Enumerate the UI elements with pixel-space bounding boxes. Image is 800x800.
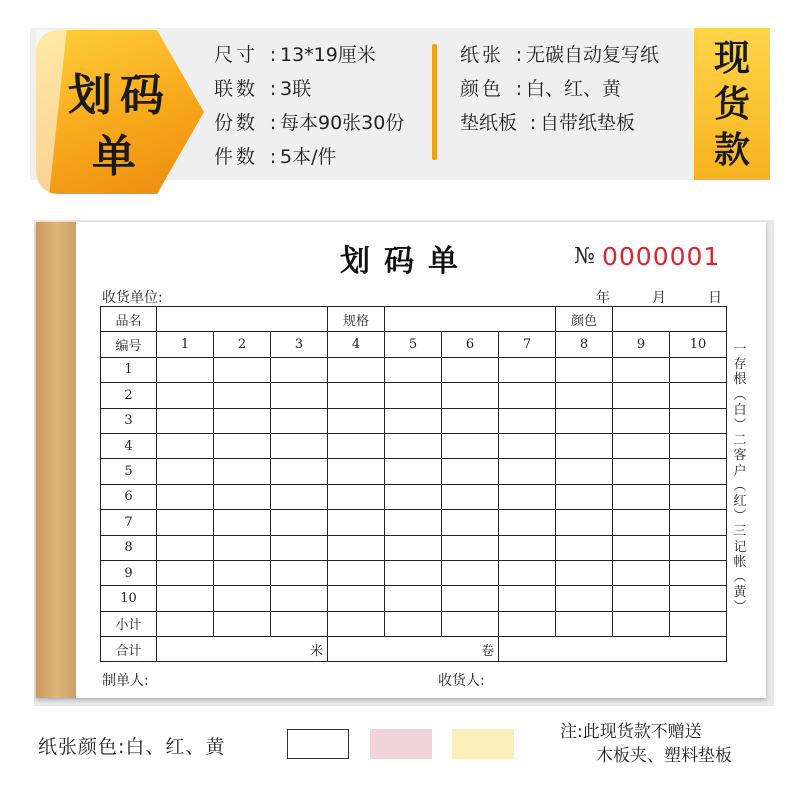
total-row [101, 637, 727, 662]
table-cell [157, 484, 214, 509]
column-header: 7 [499, 332, 556, 357]
row-number: 6 [101, 484, 157, 509]
table-cell [385, 433, 442, 458]
table-cell [442, 357, 499, 382]
total-blank-cell [499, 637, 727, 662]
table-cell [328, 535, 385, 560]
form-title: 划码单 [340, 244, 472, 279]
table-cell [214, 433, 271, 458]
table-cell [670, 586, 727, 611]
table-cell [499, 586, 556, 611]
table-cell [556, 586, 613, 611]
table-cell [328, 510, 385, 535]
table-cell [328, 408, 385, 433]
color-label: 颜色 [556, 307, 613, 332]
table-cell [328, 433, 385, 458]
spec-label: 规格 [328, 307, 385, 332]
column-header: 6 [442, 332, 499, 357]
table-cell [499, 484, 556, 509]
subtotal-cell [157, 611, 214, 636]
row-number: 3 [101, 408, 157, 433]
total-meters-cell: 米 [157, 637, 328, 662]
disclaimer-note [560, 720, 732, 768]
table-cell [271, 433, 328, 458]
table-cell [613, 535, 670, 560]
table-cell [157, 383, 214, 408]
table-cell [670, 510, 727, 535]
table-cell [499, 433, 556, 458]
table-cell [214, 383, 271, 408]
table-cell [328, 560, 385, 585]
column-header-row [101, 332, 727, 357]
table-cell [214, 484, 271, 509]
table-cell [271, 357, 328, 382]
date-month-label: 月 [652, 290, 666, 306]
table-row [101, 560, 727, 585]
table-cell [556, 357, 613, 382]
table-cell [385, 408, 442, 433]
subtotal-cell [214, 611, 271, 636]
row-number: 2 [101, 383, 157, 408]
table-cell [442, 408, 499, 433]
table-cell [271, 408, 328, 433]
table-cell [670, 484, 727, 509]
table-cell [670, 408, 727, 433]
specs-left [214, 38, 404, 174]
table-cell [499, 357, 556, 382]
subtotal-cell [385, 611, 442, 636]
column-header: 5 [385, 332, 442, 357]
table-cell [328, 484, 385, 509]
row-number: 9 [101, 560, 157, 585]
table-cell [670, 357, 727, 382]
table-cell [385, 535, 442, 560]
table-cell [442, 586, 499, 611]
copy-distribution-note: 一 存 根 ︵ 白 ︶ 二 客 户 ︵ 红 ︶ 三 记 帐 ︵ 黄 ︶ [733, 342, 747, 616]
table-cell [157, 586, 214, 611]
table-cell [556, 510, 613, 535]
table-cell [214, 586, 271, 611]
table-cell [442, 535, 499, 560]
table-cell [271, 484, 328, 509]
table-cell [499, 383, 556, 408]
product-name-label: 品名 [101, 307, 157, 332]
product-info-row [101, 307, 727, 332]
table-cell [328, 586, 385, 611]
table-cell [670, 433, 727, 458]
table-cell [385, 459, 442, 484]
table-cell [613, 560, 670, 585]
table-row [101, 535, 727, 560]
paper-colors-label: 纸张颜色:白、红、黄 [38, 736, 226, 758]
table-cell [157, 408, 214, 433]
table-cell [271, 510, 328, 535]
table-cell [670, 535, 727, 560]
row-number: 10 [101, 586, 157, 611]
table-cell [328, 357, 385, 382]
table-cell [556, 484, 613, 509]
spec-copies: 联数 : 3联 [214, 78, 312, 100]
date-year-label: 年 [596, 290, 610, 306]
column-header: 9 [613, 332, 670, 357]
table-cell [613, 510, 670, 535]
measurement-table [100, 306, 727, 662]
swatch-red [370, 729, 432, 759]
spec-paper: 纸张 : 无碳自动复写纸 [460, 44, 660, 66]
stock-label: 现货款 [713, 38, 750, 171]
table-cell [328, 383, 385, 408]
table-cell [670, 383, 727, 408]
spec-color: 颜色 : 白、红、黄 [460, 78, 622, 100]
column-header: 3 [271, 332, 328, 357]
table-cell [442, 560, 499, 585]
table-row [101, 484, 727, 509]
table-cell [271, 383, 328, 408]
table-cell [442, 484, 499, 509]
spec-sets: 份数 : 每本90张30份 [214, 112, 405, 134]
table-row [101, 433, 727, 458]
column-header: 1 [157, 332, 214, 357]
serial-sign: № [574, 244, 595, 269]
table-cell [271, 586, 328, 611]
badge-title-line1: 划码 [68, 70, 172, 121]
subtotal-cell [499, 611, 556, 636]
subtotal-cell [271, 611, 328, 636]
subtotal-row [101, 611, 727, 636]
table-cell [214, 535, 271, 560]
table-cell [385, 357, 442, 382]
column-header: 2 [214, 332, 271, 357]
table-cell [442, 383, 499, 408]
subtotal-cell [670, 611, 727, 636]
table-cell [556, 459, 613, 484]
row-number: 1 [101, 357, 157, 382]
subtotal-cell [328, 611, 385, 636]
receiver-label: 收货人: [438, 673, 485, 689]
column-header: 4 [328, 332, 385, 357]
table-row [101, 586, 727, 611]
subtotal-cell [613, 611, 670, 636]
row-number: 5 [101, 459, 157, 484]
column-header: 8 [556, 332, 613, 357]
table-row [101, 383, 727, 408]
table-cell [499, 535, 556, 560]
spec-cell [385, 307, 556, 332]
table-row [101, 510, 727, 535]
table-cell [385, 484, 442, 509]
table-cell [499, 510, 556, 535]
table-cell [499, 408, 556, 433]
table-cell [214, 357, 271, 382]
swatch-white [287, 729, 349, 759]
table-cell [556, 560, 613, 585]
total-label: 合计 [101, 637, 157, 662]
table-cell [613, 408, 670, 433]
binding-spine [36, 222, 76, 698]
note-line2: 木板夹、塑料垫板 [596, 746, 732, 766]
color-cell [613, 307, 727, 332]
table-cell [271, 459, 328, 484]
table-cell [499, 459, 556, 484]
maker-label: 制单人: [102, 673, 149, 689]
table-cell [613, 484, 670, 509]
spec-divider [432, 44, 437, 160]
table-cell [385, 383, 442, 408]
table-cell [385, 560, 442, 585]
spec-pieces: 件数 : 5本/件 [214, 146, 337, 168]
table-cell [613, 357, 670, 382]
table-row [101, 357, 727, 382]
serial-number: 0000001 [602, 242, 721, 271]
total-rolls-cell: 卷 [328, 637, 499, 662]
number-header-label: 编号 [101, 332, 157, 357]
swatch-yellow [452, 729, 514, 759]
product-name-cell [157, 307, 328, 332]
table-cell [670, 560, 727, 585]
table-cell [157, 560, 214, 585]
subtotal-label: 小计 [101, 611, 157, 636]
table-row [101, 408, 727, 433]
table-cell [385, 586, 442, 611]
table-cell [214, 560, 271, 585]
table-cell [613, 586, 670, 611]
subtotal-cell [556, 611, 613, 636]
row-number: 8 [101, 535, 157, 560]
receiver-unit-label: 收货单位: [102, 290, 163, 306]
table-cell [442, 459, 499, 484]
table-cell [157, 433, 214, 458]
row-number: 4 [101, 433, 157, 458]
column-header: 10 [670, 332, 727, 357]
table-cell [442, 510, 499, 535]
table-cell [442, 433, 499, 458]
row-number: 7 [101, 510, 157, 535]
badge-title-line2: 单 [92, 131, 136, 182]
table-cell [271, 535, 328, 560]
table-cell [556, 433, 613, 458]
subtotal-cell [442, 611, 499, 636]
table-cell [499, 560, 556, 585]
table-cell [385, 510, 442, 535]
table-cell [613, 383, 670, 408]
table-cell [556, 383, 613, 408]
table-cell [556, 408, 613, 433]
table-row [101, 459, 727, 484]
table-cell [613, 459, 670, 484]
spec-backing: 垫纸板 : 自带纸垫板 [460, 112, 636, 134]
table-cell [214, 459, 271, 484]
table-cell [556, 535, 613, 560]
table-cell [214, 510, 271, 535]
spec-size: 尺寸 : 13*19厘米 [214, 44, 376, 66]
note-line1: 注:此现货款不赠送 [560, 722, 702, 742]
table-cell [157, 459, 214, 484]
table-cell [328, 459, 385, 484]
specs-right [460, 38, 659, 140]
table-cell [271, 560, 328, 585]
table-cell [157, 510, 214, 535]
table-cell [157, 535, 214, 560]
table-cell [214, 408, 271, 433]
table-cell [613, 433, 670, 458]
date-day-label: 日 [708, 290, 722, 306]
table-cell [670, 459, 727, 484]
table-cell [157, 357, 214, 382]
